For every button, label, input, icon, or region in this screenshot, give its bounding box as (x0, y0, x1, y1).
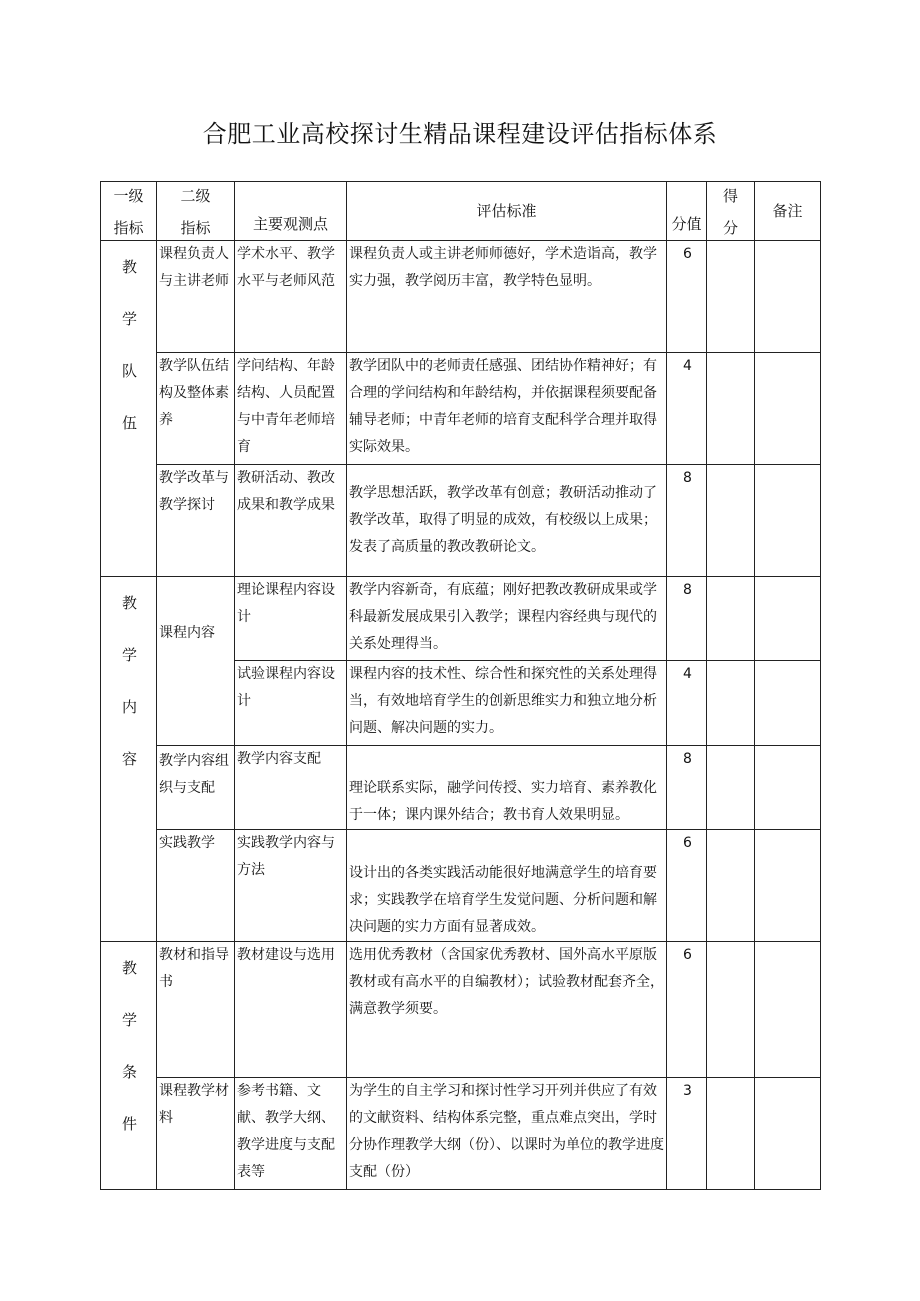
table-row (101, 353, 821, 465)
header-level2: 二级 指标 (157, 182, 235, 241)
header-observation: 主要观测点 (235, 182, 347, 241)
got-score-cell (707, 465, 755, 577)
score-cell: 6 (667, 241, 707, 353)
criteria-cell: 理论联系实际，融学问传授、实力培育、素养教化于一体；课内课外结合；教书育人效果明显。 (347, 746, 667, 830)
header-score: 分值 (667, 182, 707, 241)
criteria-cell: 教学内容新奇，有底蕴；刚好把教改教研成果或学科最新发展成果引入教学；课程内容经典与现代的关系处理得当。 (347, 577, 667, 661)
table-row (101, 465, 821, 577)
got-score-cell (707, 353, 755, 465)
score-cell: 6 (667, 830, 707, 942)
criteria-cell: 选用优秀教材（含国家优秀教材、国外高水平原版教材或有高水平的自编教材）；试验教材配套齐全，满意教学须要。 (347, 942, 667, 1078)
header-row (101, 182, 821, 241)
score-cell: 4 (667, 353, 707, 465)
table-row (101, 942, 821, 1078)
score-cell: 6 (667, 942, 707, 1078)
level1-cell: 教 学 内 容 (101, 577, 157, 942)
remarks-cell (755, 353, 821, 465)
remarks-cell (755, 465, 821, 577)
table-row (101, 830, 821, 942)
observation-cell: 试验课程内容设计 (235, 661, 347, 746)
level1-cell: 教 学 条 件 (101, 942, 157, 1190)
observation-cell: 参考书籍、文献、教学大纲、教学进度与支配表等 (235, 1078, 347, 1190)
table-row (101, 241, 821, 353)
level2-cell: 课程内容 (157, 577, 235, 746)
score-cell: 8 (667, 746, 707, 830)
level2-cell: 教学改革与教学探讨 (157, 465, 235, 577)
level2-cell: 教学内容组织与支配 (157, 746, 235, 830)
observation-cell: 学问结构、年龄结构、人员配置与中青年老师培育 (235, 353, 347, 465)
score-cell: 8 (667, 577, 707, 661)
criteria-cell: 教学思想活跃，教学改革有创意；教研活动推动了教学改革，取得了明显的成效，有校级以上成果；发表了高质量的教改教研论文。 (347, 465, 667, 577)
got-score-cell (707, 577, 755, 661)
level2-cell: 教学队伍结构及整体素养 (157, 353, 235, 465)
got-score-cell (707, 1078, 755, 1190)
got-score-cell (707, 746, 755, 830)
level2-cell: 教材和指导书 (157, 942, 235, 1078)
got-score-cell (707, 661, 755, 746)
remarks-cell (755, 661, 821, 746)
level1-cell: 教 学 队 伍 (101, 241, 157, 577)
table-row (101, 1078, 821, 1190)
criteria-cell: 课程负责人或主讲老师师德好，学术造诣高，教学实力强，教学阅历丰富，教学特色显明。 (347, 241, 667, 353)
header-level1: 一级 指标 (101, 182, 157, 241)
got-score-cell (707, 830, 755, 942)
got-score-cell (707, 241, 755, 353)
score-cell: 4 (667, 661, 707, 746)
observation-cell: 学术水平、教学水平与老师风范 (235, 241, 347, 353)
got-score-cell (707, 942, 755, 1078)
observation-cell: 实践教学内容与方法 (235, 830, 347, 942)
table-row (101, 746, 821, 830)
observation-cell: 教学内容支配 (235, 746, 347, 830)
criteria-cell: 教学团队中的老师责任感强、团结协作精神好；有合理的学问结构和年龄结构，并依据课程须要配备辅导老师；中青年老师的培育支配科学合理并取得实际效果。 (347, 353, 667, 465)
criteria-cell: 课程内容的技术性、综合性和探究性的关系处理得当，有效地培育学生的创新思维实力和独立地分析问题、解决问题的实力。 (347, 661, 667, 746)
remarks-cell (755, 577, 821, 661)
level2-cell: 课程教学材料 (157, 1078, 235, 1190)
header-remarks: 备注 (755, 182, 821, 241)
criteria-cell: 设计出的各类实践活动能很好地满意学生的培育要求；实践教学在培育学生发觉问题、分析问题和解决问题的实力方面有显著成效。 (347, 830, 667, 942)
header-criteria: 评估标准 (347, 182, 667, 241)
observation-cell: 理论课程内容设计 (235, 577, 347, 661)
page-title: 合肥工业高校探讨生精品课程建设评估指标体系 (202, 120, 718, 148)
criteria-cell: 为学生的自主学习和探讨性学习开列并供应了有效的文献资料、结构体系完整，重点难点突出，学时分协作理教学大纲（份）、以课时为单位的教学进度支配（份） (347, 1078, 667, 1190)
observation-cell: 教材建设与选用 (235, 942, 347, 1078)
remarks-cell (755, 1078, 821, 1190)
evaluation-table (100, 181, 821, 1190)
remarks-cell (755, 746, 821, 830)
level2-cell: 实践教学 (157, 830, 235, 942)
score-cell: 3 (667, 1078, 707, 1190)
header-got: 得 分 (707, 182, 755, 241)
observation-cell: 教研活动、教改成果和教学成果 (235, 465, 347, 577)
table-row (101, 577, 821, 661)
remarks-cell (755, 942, 821, 1078)
level2-cell: 课程负责人与主讲老师 (157, 241, 235, 353)
score-cell: 8 (667, 465, 707, 577)
remarks-cell (755, 830, 821, 942)
remarks-cell (755, 241, 821, 353)
